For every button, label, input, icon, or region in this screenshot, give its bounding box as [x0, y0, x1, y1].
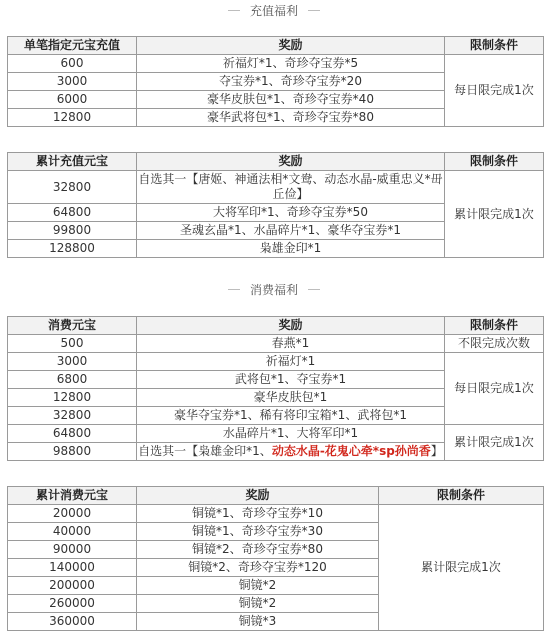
- amount-cell: 6000: [8, 91, 137, 109]
- column-header: 奖励: [137, 37, 445, 55]
- column-header: 奖励: [137, 487, 379, 505]
- section-title-text: 消费福利: [249, 282, 298, 297]
- amount-cell: 12800: [8, 389, 137, 407]
- amount-cell: 3000: [8, 73, 137, 91]
- reward-cell: 铜镜*2: [137, 595, 379, 613]
- limit-cell: 累计限完成1次: [445, 171, 544, 258]
- consume-table: [7, 316, 544, 461]
- reward-cell: 枭雄金印*1: [137, 240, 445, 258]
- column-header: 限制条件: [445, 37, 544, 55]
- column-header: 单笔指定元宝充值: [8, 37, 137, 55]
- reward-cell: 铜镜*2、奇珍夺宝券*80: [137, 541, 379, 559]
- amount-cell: 90000: [8, 541, 137, 559]
- reward-cell: 春燕*1: [137, 335, 445, 353]
- amount-cell: 140000: [8, 559, 137, 577]
- reward-cell: 铜镜*3: [137, 613, 379, 631]
- reward-cell: 水晶碎片*1、大将军印*1: [137, 425, 445, 443]
- column-header: 限制条件: [445, 153, 544, 171]
- column-header: 奖励: [137, 153, 445, 171]
- reward-cell: 铜镜*1、奇珍夺宝券*30: [137, 523, 379, 541]
- reward-cell: 铜镜*2: [137, 577, 379, 595]
- table-row: [8, 335, 544, 353]
- reward-cell: 大将军印*1、奇珍夺宝券*50: [137, 204, 445, 222]
- table-row: [8, 353, 544, 371]
- reward-suffix: 】: [430, 444, 443, 458]
- section-title-consume: [0, 280, 548, 298]
- limit-cell: 累计限完成1次: [445, 425, 544, 461]
- column-header: 限制条件: [379, 487, 544, 505]
- cumulative-recharge-table: [7, 152, 544, 258]
- section-title-text: 充值福利: [249, 3, 298, 18]
- amount-cell: 600: [8, 55, 137, 73]
- limit-cell: 每日限完成1次: [445, 55, 544, 127]
- reward-cell: 祈福灯*1: [137, 353, 445, 371]
- amount-cell: 200000: [8, 577, 137, 595]
- reward-cell: 豪华夺宝券*1、稀有将印宝箱*1、武将包*1: [137, 407, 445, 425]
- cumulative-consume-table: [7, 486, 544, 631]
- table-row: [8, 505, 544, 523]
- reward-highlight: 动态水晶-花鬼心牵*sp孙尚香: [271, 444, 431, 458]
- limit-cell: 不限完成次数: [445, 335, 544, 353]
- reward-prefix: 自选其一【枭雄金印*1、: [138, 444, 272, 458]
- divider: [308, 10, 320, 11]
- section-title-recharge: [0, 1, 548, 19]
- divider: [228, 289, 240, 290]
- table-row: [8, 171, 544, 204]
- single-recharge-table: [7, 36, 544, 127]
- column-header: 消费元宝: [8, 317, 137, 335]
- amount-cell: 32800: [8, 171, 137, 204]
- divider: [228, 10, 240, 11]
- amount-cell: 3000: [8, 353, 137, 371]
- amount-cell: 260000: [8, 595, 137, 613]
- column-header: 累计充值元宝: [8, 153, 137, 171]
- amount-cell: 6800: [8, 371, 137, 389]
- reward-cell: 夺宝券*1、奇珍夺宝券*20: [137, 73, 445, 91]
- column-header: 限制条件: [445, 317, 544, 335]
- reward-cell: 祈福灯*1、奇珍夺宝券*5: [137, 55, 445, 73]
- reward-cell: 豪华皮肤包*1: [137, 389, 445, 407]
- amount-cell: 64800: [8, 425, 137, 443]
- table-row: [8, 55, 544, 73]
- reward-cell: 圣魂玄晶*1、水晶碎片*1、豪华夺宝券*1: [137, 222, 445, 240]
- amount-cell: 32800: [8, 407, 137, 425]
- reward-cell: 豪华皮肤包*1、奇珍夺宝券*40: [137, 91, 445, 109]
- amount-cell: 500: [8, 335, 137, 353]
- amount-cell: 20000: [8, 505, 137, 523]
- amount-cell: 360000: [8, 613, 137, 631]
- amount-cell: 98800: [8, 443, 137, 461]
- column-header: 累计消费元宝: [8, 487, 137, 505]
- reward-cell: 自选其一【唐姬、神通法相*文鸯、动态水晶-威重忠义*毌丘俭】: [137, 171, 445, 204]
- limit-cell: 每日限完成1次: [445, 353, 544, 425]
- reward-cell: 铜镜*1、奇珍夺宝券*10: [137, 505, 379, 523]
- amount-cell: 12800: [8, 109, 137, 127]
- column-header: 奖励: [137, 317, 445, 335]
- divider: [308, 289, 320, 290]
- amount-cell: 99800: [8, 222, 137, 240]
- limit-cell: 累计限完成1次: [379, 505, 544, 631]
- amount-cell: 64800: [8, 204, 137, 222]
- reward-cell: [137, 443, 445, 461]
- reward-cell: 铜镜*2、奇珍夺宝券*120: [137, 559, 379, 577]
- amount-cell: 40000: [8, 523, 137, 541]
- amount-cell: 128800: [8, 240, 137, 258]
- reward-cell: 武将包*1、夺宝券*1: [137, 371, 445, 389]
- reward-cell: 豪华武将包*1、奇珍夺宝券*80: [137, 109, 445, 127]
- table-row: [8, 425, 544, 443]
